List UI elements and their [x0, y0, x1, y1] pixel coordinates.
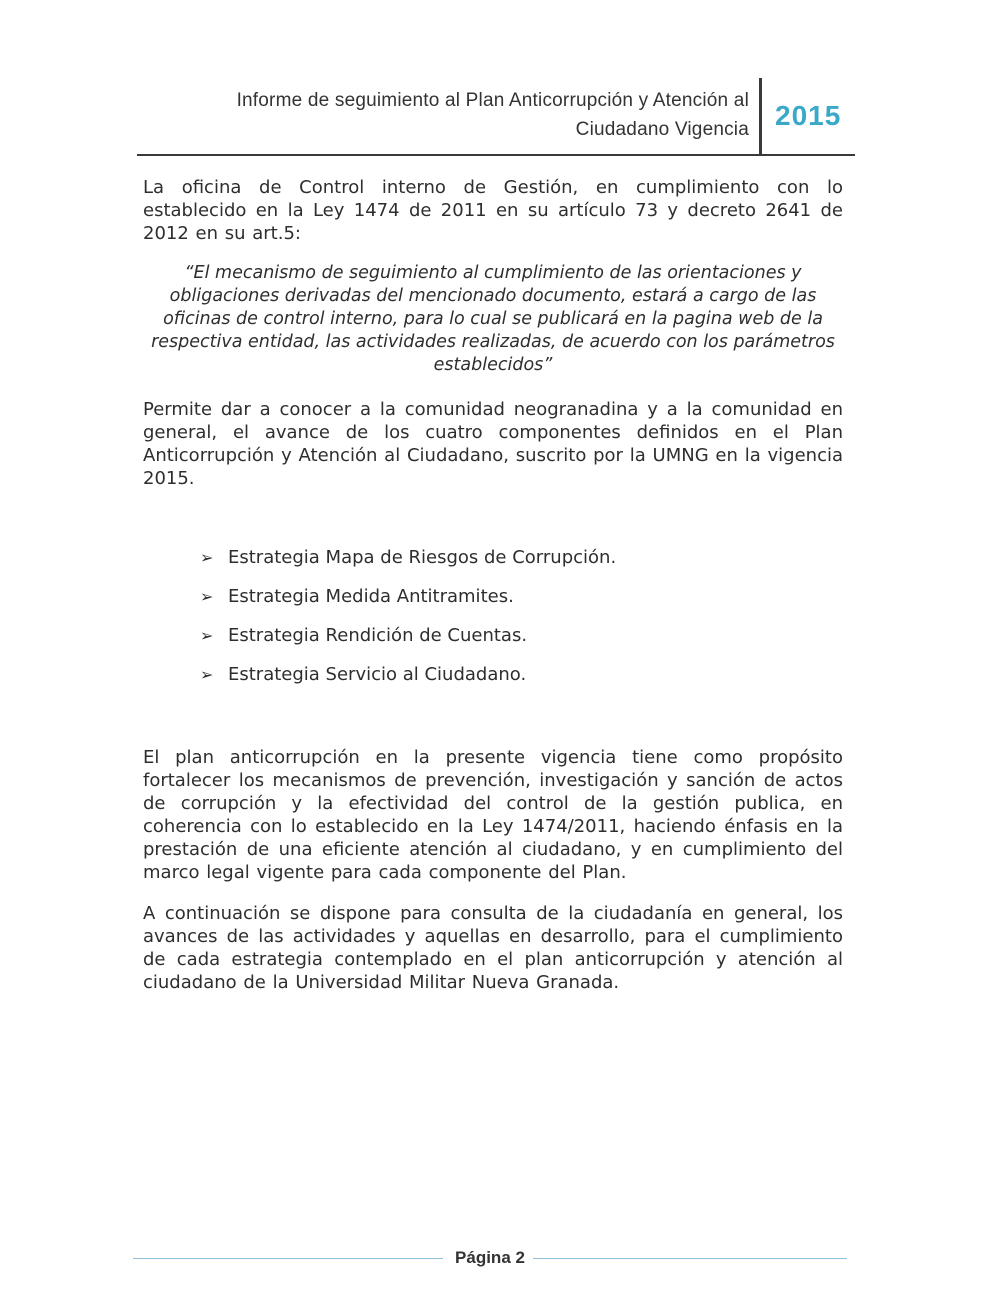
purpose-paragraph: Permite dar a conocer a la comunidad neogranadina y a la comunidad en general, el avance de los cuatro componentes definidos en el Plan Anticorrupción y Atención al Ciudadano, suscrito por la UMNG en la vigencia 2015.: [143, 399, 843, 489]
strategy-label: Estrategia Medida Antitramites.: [228, 586, 514, 607]
legal-quote: “El mecanismo de seguimiento al cumplimiento de las orientaciones y obligaciones derivadas del mencionado documento, estará a cargo de las oficinas de control interno, para lo cual se publicará en la pagina web de la respectiva entidad, las actividades realizadas, de acuerdo con los parámetros establecidos”: [151, 263, 835, 375]
page-header: [137, 78, 855, 156]
header-title-line1: Informe de seguimiento al Plan Anticorrupción y Atención al: [236, 90, 749, 111]
arrow-bullet-icon: ➢: [200, 665, 214, 684]
plan-paragraph: El plan anticorrupción en la presente vigencia tiene como propósito fortalecer los mecanismos de prevención, investigación y sanción de actos de corrupción y la efectividad del control de la gestión publica, en coherencia con lo establecido en la Ley 1474/2011, haciendo énfasis en la prestación de una eficiente atención al ciudadano, y en cumplimiento del marco legal vigente para cada componente del Plan.: [143, 747, 843, 883]
strategy-label: Estrategia Rendición de Cuentas.: [228, 625, 528, 646]
list-item: [200, 544, 616, 583]
strategy-label: Estrategia Servicio al Ciudadano.: [228, 664, 527, 685]
header-title: [149, 86, 749, 144]
closing-paragraph: A continuación se dispone para consulta de la ciudadanía en general, los avances de las actividades y aquellas en desarrollo, para el cumplimiento de cada estrategia contemplado en el plan anticorrupción y atención al ciudadano de la Universidad Militar Nueva Granada.: [143, 903, 843, 993]
list-item: [200, 661, 616, 700]
intro-paragraph: La oficina de Control interno de Gestión, en cumplimiento con lo establecido en la Ley 1474 de 2011 en su artículo 73 y decreto 2641 de 2012 en su art.5:: [143, 177, 843, 244]
arrow-bullet-icon: ➢: [200, 548, 214, 567]
arrow-bullet-icon: ➢: [200, 587, 214, 606]
strategy-list: [200, 544, 616, 700]
footer-rule-right: [533, 1258, 847, 1259]
list-item: [200, 583, 616, 622]
arrow-bullet-icon: ➢: [200, 626, 214, 645]
header-year: 2015: [775, 100, 842, 131]
footer-rule-left: [133, 1258, 443, 1259]
list-item: [200, 622, 616, 661]
header-divider: [759, 78, 762, 154]
page-number: Página 2: [455, 1248, 525, 1267]
strategy-label: Estrategia Mapa de Riesgos de Corrupción.: [228, 547, 617, 568]
header-title-line2: Ciudadano Vigencia: [575, 119, 749, 140]
